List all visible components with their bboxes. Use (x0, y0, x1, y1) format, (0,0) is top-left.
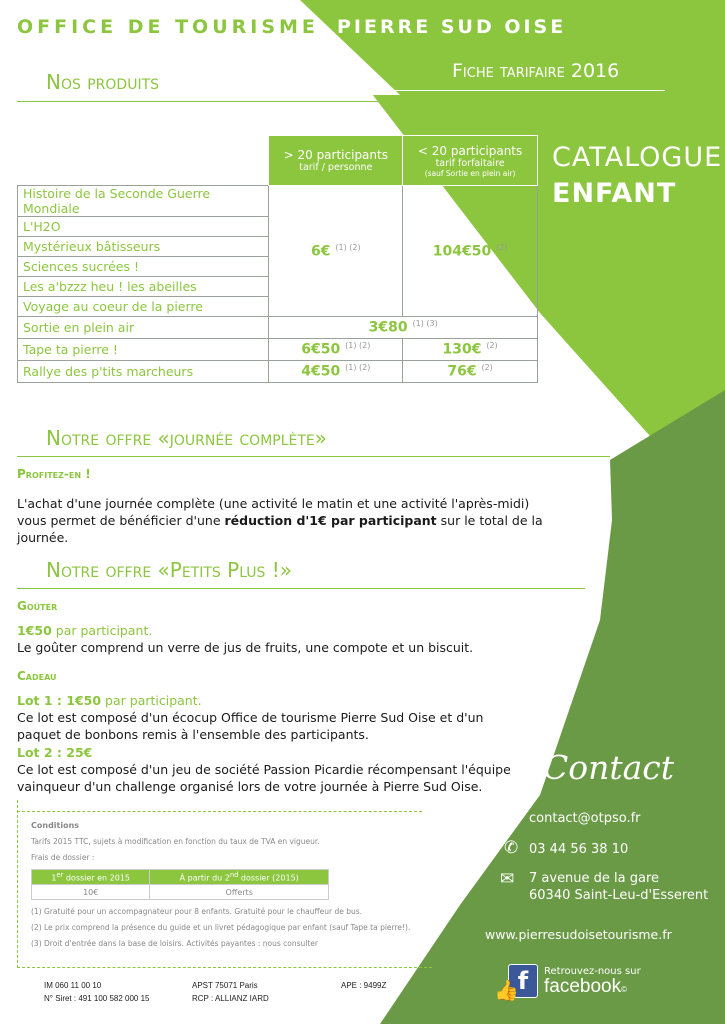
rallye-price-1 (269, 361, 403, 383)
conditions-frais: Frais de dossier : (31, 853, 95, 862)
lot1-text: Ce lot est composé d'un écocup Office de tourisme Pierre Sud Oise et d'un paquet de bonbons remis à l'ensemble des participants. (17, 710, 484, 742)
rallye-price-2 (403, 361, 538, 383)
sortie-price (269, 317, 538, 339)
col2-note: (sauf Sortie en plein air) (424, 168, 516, 178)
gouter-price-line (17, 622, 537, 639)
frais-table (31, 869, 329, 900)
rule-journee (17, 456, 610, 457)
facebook-small-text: Retrouvez-nous sur (544, 966, 641, 977)
col-header-less-20 (403, 136, 538, 186)
tape-price-2 (403, 339, 538, 361)
group-price-1 (269, 186, 403, 317)
product-row: Les a'bzzz heu ! les abeilles (18, 277, 269, 297)
product-row: Histoire de la Seconde Guerre Mondiale (18, 186, 269, 217)
col-header-more-20 (269, 136, 403, 186)
group-price-2-notes: (2) (496, 242, 508, 252)
frais-col2-a: À partir du 2 (179, 873, 230, 883)
contact-heading: Contact (543, 748, 675, 787)
tape-price-2-notes: (2) (486, 341, 498, 351)
col1-sub: tarif / personne (299, 162, 373, 173)
frais-col1-b: dossier en 2015 (63, 873, 131, 883)
frais-col1-sup: er (56, 871, 64, 880)
footer-apst: APST 75071 Paris (192, 981, 258, 990)
frais-col1-head (32, 870, 150, 885)
footer-im: IM 060 11 00 10 (44, 981, 102, 990)
frais-val1: 10€ (32, 885, 150, 900)
table-corner (18, 136, 269, 186)
product-row: Mystérieux bâtisseurs (18, 237, 269, 257)
product-row: L'H2O (18, 217, 269, 237)
facebook-word-text: facebook (544, 976, 622, 997)
rule-products (17, 101, 397, 102)
conditions-tarifs: Tarifs 2015 TTC, sujets à modification en fonction du taux de TVA en vigueur. (31, 837, 320, 846)
phone-icon: ✆ (504, 838, 519, 858)
lot1-title-line (17, 692, 517, 709)
office-title: OFFICE DE TOURISME (17, 16, 319, 38)
rallye-price-2-value: 76€ (447, 363, 477, 380)
sortie-price-value: 3€80 (368, 319, 408, 336)
footer-rcp: RCP : ALLIANZ IARD (192, 994, 269, 1003)
section-title-petits-plus: Notre offre «Petits Plus !» (46, 558, 293, 582)
facebook-mark: © (621, 985, 628, 994)
conditions-border-left (17, 800, 19, 968)
condition-note-2: (2) Le prix comprend la présence du guide et un livret pédagogique par enfant (sauf Tape ta pierre!). (31, 923, 411, 932)
catalogue-label: CATALOGUE (552, 142, 723, 173)
gouter-title: Goûter (17, 599, 58, 613)
thumbs-up-icon: 👍 (494, 978, 519, 1002)
rallye-price-2-notes: (2) (481, 363, 493, 373)
contact-address-1: 7 avenue de la gare (529, 871, 660, 886)
product-row: Sciences sucrées ! (18, 257, 269, 277)
col2-sub: tarif forfaitaire (435, 157, 505, 169)
lot2-text: Ce lot est composé d'un jeu de société Passion Picardie récompensant l'équipe vainqueur d'un challenge organisé lors de votre journée à Pierre Sud Oise. (17, 762, 511, 794)
fiche-tarifaire: Fiche tarifaire 2016 (452, 60, 620, 82)
rallye-price-1-value: 4€50 (301, 363, 341, 380)
journee-text-b: sur le total de la journée. (17, 513, 543, 545)
group-price-2-value: 104€50 (432, 243, 492, 260)
lot1-block (17, 692, 517, 743)
journee-text-bold: réduction d'1€ par participant (224, 513, 437, 528)
frais-col1-a: 1 (51, 873, 57, 883)
lot1-title: Lot 1 : 1€50 (17, 693, 102, 708)
cadeau-title: Cadeau (17, 669, 57, 683)
facebook-word[interactable] (544, 976, 627, 998)
journee-text (17, 495, 547, 546)
lot2-title: Lot 2 : 25€ (17, 745, 93, 760)
tape-price-1 (269, 339, 403, 361)
contact-address-2: 60340 Saint-Leu-d'Esserent (529, 888, 709, 903)
condition-note-1: (1) Gratuité pour un accompagnateur pour 8 enfants. Gratuité pour le chauffeur de bus. (31, 907, 363, 916)
price-table (17, 135, 538, 383)
rule-petits-plus (17, 588, 585, 589)
contact-phone[interactable]: 03 44 56 38 10 (529, 842, 629, 857)
section-title-journee: Notre offre «journée complète» (46, 426, 327, 450)
rallye-label: Rallye des p'tits marcheurs (18, 361, 269, 383)
profitez-label: Profitez-en ! (17, 467, 91, 481)
group-price-1-value: 6€ (311, 243, 331, 260)
frais-col2-b: dossier (2015) (238, 873, 299, 883)
gouter-per: par participant. (51, 623, 153, 638)
tape-label: Tape ta pierre ! (18, 339, 269, 361)
lot2-block (17, 744, 517, 795)
lot1-per: par participant. (101, 693, 202, 708)
frais-col2-head (150, 870, 329, 885)
catalogue-enfant: ENFANT (552, 178, 677, 209)
facebook-badge[interactable] (494, 964, 540, 1002)
gouter-price: 1€50 (17, 623, 52, 638)
sortie-label: Sortie en plein air (18, 317, 269, 339)
rallye-price-1-notes: (1) (2) (345, 363, 371, 373)
section-title-products: Nos produits (46, 70, 160, 94)
tape-price-1-value: 6€50 (301, 341, 341, 358)
envelope-icon: ✉ (500, 869, 515, 889)
frais-col2-sup: nd (229, 871, 239, 880)
rule-fiche (370, 90, 665, 91)
conditions-title: Conditions (31, 821, 80, 830)
footer-siret: N° Siret : 491 100 582 000 15 (44, 994, 150, 1003)
col2-head: < 20 participants (417, 143, 523, 158)
conditions-border-top (17, 811, 422, 812)
contact-email[interactable]: contact@otpso.fr (529, 811, 641, 826)
lot2-title-line (17, 744, 517, 761)
journee-text-a: L'achat d'une journée complète (une activité le matin et une activité l'après-midi) vous permet de bénéficier d'une (17, 496, 530, 528)
footer-ape: APE : 9499Z (341, 981, 387, 990)
office-name: PIERRE SUD OISE (337, 16, 567, 38)
gouter-text: Le goûter comprend un verre de jus de fruits, une compote et un biscuit. (17, 640, 474, 655)
gouter-block (17, 622, 537, 656)
website-link[interactable]: www.pierresudoisetourisme.fr (485, 927, 672, 942)
tape-price-1-notes: (1) (2) (345, 341, 371, 351)
group-price-2 (403, 186, 538, 317)
footer-divider (17, 967, 432, 968)
product-row: Voyage au coeur de la pierre (18, 297, 269, 317)
col1-head: > 20 participants (283, 148, 388, 162)
tape-price-2-value: 130€ (442, 341, 482, 358)
condition-note-3: (3) Droit d'entrée dans la base de loisirs. Activités payantes : nous consulter (31, 939, 319, 948)
group-price-1-notes: (1) (2) (335, 242, 361, 252)
facebook-logo-icon: f (508, 964, 538, 998)
frais-val2: Offerts (150, 885, 329, 900)
sortie-notes: (1) (3) (412, 319, 438, 329)
at-icon: @ (502, 808, 519, 828)
